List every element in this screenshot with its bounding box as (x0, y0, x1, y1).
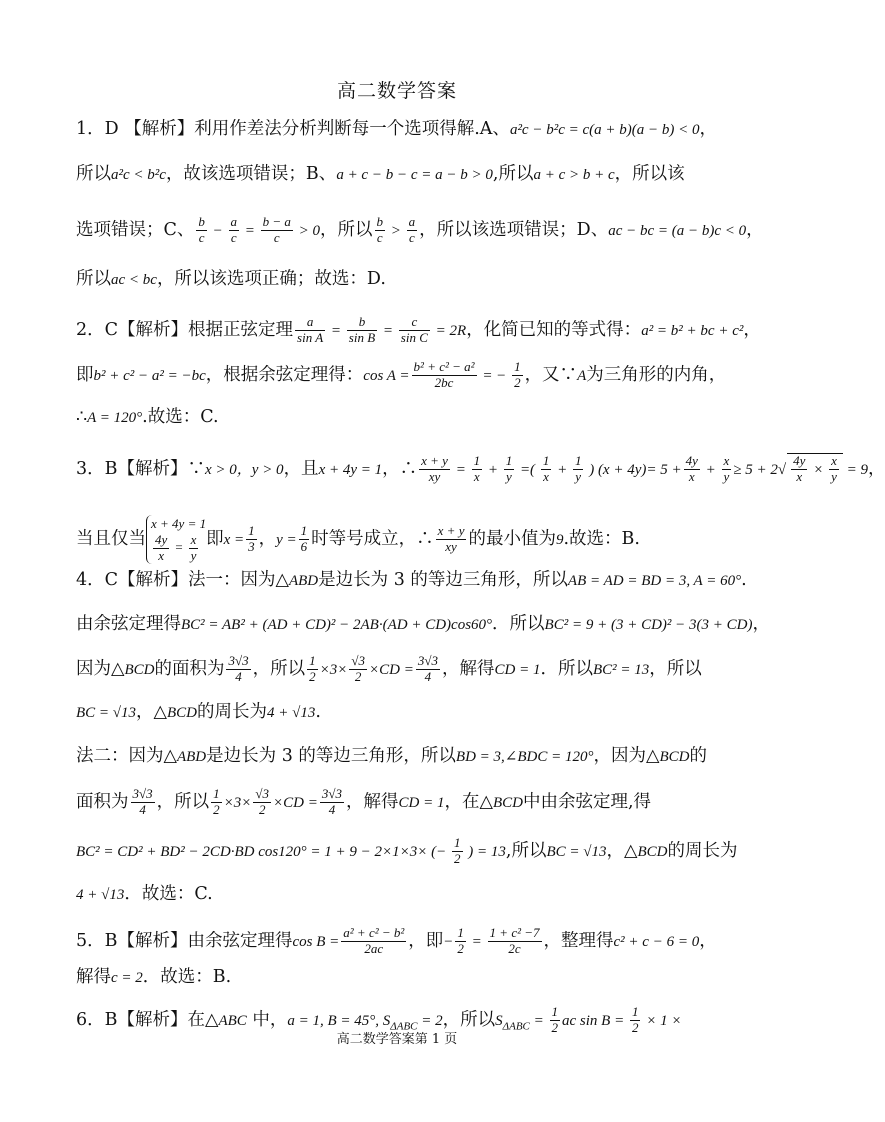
math-text: CD = 1 (494, 661, 541, 678)
fraction (573, 454, 584, 485)
fraction-numerator: x (723, 453, 730, 468)
fraction-denominator: 2 (309, 668, 316, 684)
math-text: c² + c − 6 = 0 (613, 933, 700, 950)
fraction-denominator: y (723, 468, 730, 484)
text-run: 中， (246, 1009, 288, 1030)
text-line (76, 742, 707, 767)
text-run: ，所以 (442, 1009, 496, 1030)
page-title: 高二数学答案 (336, 80, 457, 102)
text-run: ，所以 (320, 219, 373, 240)
text-run: . (315, 702, 321, 722)
text-run: ， (699, 930, 717, 951)
fraction (684, 454, 700, 485)
math-text: a² = b² + bc + c² (641, 322, 744, 339)
fraction-denominator: x (796, 468, 803, 484)
math-text: ac < bc (111, 272, 157, 288)
math-text: S (495, 1012, 503, 1029)
text-run: ，∴ (382, 458, 418, 479)
fraction-numerator: 1 (505, 453, 513, 468)
fraction-denominator: 2bc (434, 374, 454, 390)
math-text: ABD (288, 573, 319, 589)
text-run: ∴ (76, 407, 88, 427)
math-text: a²c < b²c (111, 167, 166, 183)
math-text: cos A = (363, 367, 410, 384)
text-run: 6．B【解析】在△ (76, 1009, 219, 1030)
math-operator: = (241, 222, 259, 239)
fraction (455, 926, 466, 957)
fraction (399, 315, 430, 346)
text-run: 的最小值为 (468, 529, 556, 550)
fraction-denominator: xy (428, 468, 441, 484)
fraction (541, 454, 552, 485)
fraction-numerator: 1 (213, 786, 220, 801)
math-text: a²c − b²c = c(a + b)(a − b) < 0 (509, 122, 700, 138)
text-run: 的面积为 (154, 658, 225, 679)
text-run: 即 (76, 364, 94, 385)
fraction-denominator: 6 (300, 539, 308, 555)
text-run: ，在△ (444, 791, 493, 812)
math-text: ×CD = (273, 794, 318, 811)
fraction (347, 315, 377, 346)
text-line (76, 698, 321, 723)
text-line (76, 453, 885, 485)
fraction (512, 360, 523, 391)
text-run: 4．C【解析】法一：因为△ (76, 570, 289, 590)
fraction (196, 215, 207, 246)
text-line (76, 215, 764, 246)
fraction (452, 836, 463, 867)
math-text: a + c − b − c = a − b > 0 (336, 167, 493, 183)
text-run: ,所以 (505, 840, 547, 861)
text-run: ，整理得 (543, 930, 614, 951)
text-run: ，所以该 (614, 164, 685, 184)
text-run: ，且 (283, 458, 319, 479)
fraction-denominator: c (198, 229, 205, 245)
math-text: b² + c² − a² = −bc (93, 367, 206, 384)
fraction-denominator: y (575, 468, 582, 484)
math-operator: = (327, 322, 345, 339)
text-run: 法二：因为△ (76, 746, 177, 766)
text-run: 选项错误；C、 (76, 219, 195, 240)
text-run: 中由余弦定理,得 (522, 791, 652, 812)
fraction-numerator: 1 (457, 925, 464, 940)
math-text: BC = √13 (546, 843, 607, 860)
math-operator: =( (516, 461, 539, 478)
fraction-denominator: 4 (139, 801, 146, 817)
fraction-denominator: c (230, 229, 237, 245)
math-operator: + (553, 461, 571, 478)
math-text: ac sin B = (562, 1012, 628, 1029)
fraction-denominator: 2ac (364, 940, 384, 956)
fraction-denominator: x (543, 468, 549, 484)
math-text: ×3× (319, 661, 348, 678)
math-operator: = (171, 539, 187, 555)
fraction-denominator: y (831, 468, 837, 484)
math-text: y = (276, 532, 297, 549)
text-run: ．所以 (492, 614, 545, 634)
math-text: > 0 (294, 222, 321, 239)
math-text: ×3× (223, 794, 252, 811)
fraction-denominator: y (190, 548, 197, 564)
text-line (76, 115, 717, 140)
math-subscript: ΔABC (502, 1020, 530, 1033)
fraction-denominator: 2 (457, 940, 464, 956)
fraction-numerator: √3 (255, 786, 270, 801)
fraction-denominator: 2 (631, 1019, 639, 1035)
fraction (211, 787, 222, 818)
text-line (76, 515, 640, 564)
math-text: 9 (555, 532, 564, 549)
math-operator: = (379, 322, 397, 339)
math-text: A (577, 367, 587, 384)
text-line (76, 880, 213, 905)
fraction (407, 215, 418, 246)
fraction-denominator: 2 (454, 850, 461, 866)
fraction-numerator: 3√3 (132, 786, 153, 801)
fraction-denominator: x (688, 468, 695, 484)
text-line (76, 160, 685, 185)
fraction-denominator: sin C (400, 329, 428, 345)
text-run: ，根据余弦定理得： (205, 364, 364, 385)
fraction-numerator: 1 (454, 835, 461, 850)
text-run: ， (752, 614, 770, 634)
fraction (504, 454, 515, 485)
math-text: (x + 4y) (597, 461, 647, 478)
fraction-numerator: b² + c² − a² (413, 359, 475, 374)
fraction-numerator: 1 (551, 1004, 558, 1019)
text-run: 当且仅当 (76, 529, 146, 550)
text-run: 的周长为 (197, 702, 267, 722)
math-text: cos B = (292, 933, 340, 950)
math-operator: ) (464, 843, 478, 860)
fraction (829, 454, 839, 485)
fraction (295, 315, 325, 346)
fraction-numerator: 1 (514, 359, 521, 374)
text-run: ， (699, 119, 717, 139)
fraction-numerator: b (376, 214, 384, 229)
math-text: BD = 3,∠BDC = 120° (455, 749, 594, 765)
text-run: 时等号成立，∴ (311, 529, 434, 550)
math-text: x = (223, 532, 245, 549)
fraction (320, 787, 344, 818)
fraction-numerator: b − a (262, 214, 291, 229)
math-text: ac − bc = (a − b)c < 0 (608, 222, 747, 239)
fraction-denominator: sin A (297, 329, 324, 345)
text-run: 2．C【解析】根据正弦定理 (76, 319, 294, 340)
math-operator: > (387, 222, 405, 239)
text-run: ，△ (606, 840, 638, 861)
math-text: ≥ 5 + 2 (733, 461, 778, 478)
text-run: ，所以 (649, 658, 702, 679)
math-operator: = − (478, 367, 511, 384)
math-text: a + c > b + c (533, 167, 615, 183)
text-run: ， (743, 319, 761, 340)
fraction (416, 654, 440, 685)
text-run: 面积为 (76, 791, 129, 812)
math-operator: × (809, 461, 828, 478)
math-text: = (529, 1012, 548, 1029)
fraction-numerator: x + y (437, 523, 465, 539)
fraction-denominator: sin B (348, 329, 376, 345)
fraction-denominator: c (376, 229, 383, 245)
text-run: 5．B【解析】由余弦定理得 (76, 930, 293, 951)
fraction (436, 524, 467, 555)
text-run: 所以 (76, 164, 111, 184)
fraction (375, 215, 386, 246)
text-run: 为三角形的内角， (586, 364, 727, 385)
math-text: BCD (492, 794, 523, 811)
fraction-numerator: a² + c² − b² (343, 925, 405, 940)
text-line (76, 315, 761, 346)
text-run: ，解得 (346, 791, 399, 812)
fraction-numerator: 1 (574, 453, 582, 468)
text-run: ．故选：C. (124, 884, 213, 904)
text-run: 的周长为 (667, 840, 738, 861)
text-run: ．所以 (540, 658, 593, 679)
text-run: ，故该选项错误；B、 (165, 164, 337, 184)
fraction (226, 654, 250, 685)
text-run: ，所以该选项错误；D、 (419, 219, 609, 240)
system-row (151, 515, 206, 533)
text-line (76, 265, 386, 290)
fraction-numerator: b (347, 315, 377, 331)
math-text: BC = √13 (76, 705, 137, 721)
fraction-numerator: 3√3 (417, 653, 438, 668)
text-run: ，解得 (441, 658, 495, 679)
text-run: 的 (689, 746, 707, 766)
math-operator: + (484, 461, 502, 478)
text-run: 因为△ (76, 658, 125, 679)
math-text: x > 0，y > 0 (205, 461, 284, 478)
text-line (76, 926, 717, 957)
text-run: 3．B【解析】∵ (76, 458, 205, 479)
text-run: ，即 (408, 930, 444, 951)
fraction (722, 454, 732, 485)
text-run: 解得 (76, 967, 111, 987)
text-run: 1．D 【解析】利用作差法分析判断每一个选项得解.A、 (76, 119, 510, 139)
fraction (229, 215, 240, 246)
text-run: ，化简已知的等式得： (466, 319, 642, 340)
math-text: BCD (659, 749, 690, 765)
text-run: ，又∵ (524, 364, 578, 385)
math-text: 4 + √13 (267, 705, 316, 721)
square-root (777, 453, 843, 484)
fraction-denominator: 4 (235, 668, 242, 684)
text-line (76, 566, 747, 591)
text-run: ， (746, 219, 764, 240)
fraction-denominator: 2 (354, 668, 362, 684)
fraction-numerator: b (198, 214, 205, 229)
math-text: BC² = CD² + BD² − 2CD·BD cos120° = 1 + 9 − 2×1×3× (76, 843, 428, 860)
text-line (76, 403, 219, 428)
math-text: × 1 × (642, 1012, 682, 1029)
math-subscript: ΔABC (390, 1020, 418, 1033)
text-run: ，所以 (156, 791, 210, 812)
fraction-denominator: 2 (514, 374, 521, 390)
fraction (488, 926, 542, 957)
fraction-numerator: 4y (793, 453, 806, 468)
text-run: 是边长为 3 的等边三角形，所以 (206, 746, 456, 766)
system-row (151, 533, 206, 564)
text-run: ，因为△ (593, 746, 660, 766)
fraction-numerator: 4y (685, 453, 698, 468)
math-operator: = (451, 461, 470, 478)
fraction-denominator: xy (445, 539, 457, 555)
math-text: ×CD = (369, 661, 414, 678)
fraction-numerator: √3 (351, 653, 365, 668)
fraction (472, 454, 483, 485)
text-line (76, 836, 738, 867)
fraction-numerator: 3√3 (228, 653, 249, 668)
math-text: = 2R (431, 322, 467, 339)
math-text: − (443, 933, 454, 950)
text-line (76, 610, 770, 635)
math-operator: (− (427, 843, 451, 860)
text-run: ，所以该选项正确；故选：D. (156, 269, 386, 289)
fraction (299, 524, 310, 555)
math-text: c = 2 (111, 970, 143, 986)
math-text: x + 4y = 1 (318, 461, 383, 478)
text-line (76, 787, 651, 818)
fraction-denominator: c (409, 229, 415, 245)
text-run: ， (867, 458, 885, 479)
text-run: .故选：B. (563, 529, 640, 550)
fraction (261, 215, 293, 246)
math-operator: + (701, 461, 720, 478)
math-text: 4 + √13 (76, 887, 125, 903)
math-text: BC² = AB² + (AD + CD)² − 2AB·(AD + CD)cos60° (181, 617, 493, 633)
fraction (253, 787, 271, 818)
math-text: BC² = 9 + (3 + CD)² − 3(3 + CD) (544, 617, 753, 633)
text-run: 由余弦定理得 (76, 614, 181, 634)
math-text: = 13 (477, 843, 506, 860)
fraction-denominator: c (273, 229, 280, 245)
math-text: ABC (218, 1012, 247, 1029)
fraction (131, 787, 155, 818)
math-text: BCD (637, 843, 668, 860)
math-text: = 9 (842, 461, 868, 478)
fraction-numerator: 1 (631, 1004, 639, 1019)
fraction-denominator: 2c (508, 940, 521, 956)
math-text: A = 120° (87, 410, 143, 426)
text-run: ，△ (136, 702, 167, 722)
fraction-denominator: x (473, 468, 480, 484)
math-operator: − (208, 222, 227, 239)
fraction-denominator: 4 (424, 668, 432, 684)
fraction-numerator: 4y (155, 532, 168, 548)
fraction-numerator: 1 (248, 523, 255, 539)
math-text: x + 4y = 1 (151, 516, 207, 531)
text-run: ，所以 (252, 658, 306, 679)
fraction-denominator: x (158, 548, 165, 564)
text-run: 即 (206, 529, 224, 550)
fraction-numerator: 1 + c² −7 (489, 925, 540, 940)
fraction (791, 454, 807, 485)
math-text: = 2 (417, 1012, 443, 1029)
fraction-denominator: 4 (328, 801, 336, 817)
text-run: ,所以 (492, 164, 534, 184)
math-text: BCD (124, 661, 155, 678)
fraction-denominator: y (506, 468, 512, 484)
fraction-numerator: 1 (300, 523, 308, 539)
text-run: .故选：C. (142, 407, 219, 427)
text-line (76, 963, 231, 988)
math-text: = 5 + (646, 461, 682, 478)
fraction-numerator: x (831, 453, 837, 468)
fraction (412, 360, 477, 391)
text-run: 所以 (76, 269, 111, 289)
text-run: ．故选：B. (142, 967, 232, 987)
fraction-denominator: 2 (551, 1019, 558, 1035)
fraction-denominator: 3 (248, 539, 255, 555)
text-line (76, 360, 726, 391)
fraction-numerator: 1 (473, 453, 481, 468)
fraction (419, 454, 450, 485)
fraction-numerator: 3√3 (321, 786, 343, 801)
fraction-denominator: 2 (213, 801, 220, 817)
fraction-numerator: x + y (421, 453, 448, 468)
math-text: BC² = 13 (592, 661, 650, 678)
fraction-numerator: a (408, 214, 416, 229)
text-run: . (741, 570, 747, 590)
fraction (307, 654, 318, 685)
fraction (189, 533, 199, 564)
text-run: 是边长为 3 的等边三角形，所以 (318, 570, 568, 590)
equation-system (146, 515, 206, 564)
fraction (341, 926, 406, 957)
text-run: ， (258, 529, 277, 550)
math-text: ABD (176, 749, 207, 765)
fraction-numerator: a (230, 214, 238, 229)
fraction-numerator: a (295, 315, 325, 331)
fraction-numerator: 1 (542, 453, 550, 468)
math-text: AB = AD = BD = 3, A = 60° (567, 573, 742, 589)
math-text: CD = 1 (398, 794, 445, 811)
fraction (349, 654, 367, 685)
radical-sign: √ (777, 461, 787, 478)
text-line (76, 654, 702, 685)
fraction-denominator: 2 (258, 801, 266, 817)
fraction (153, 533, 169, 564)
fraction-numerator: 1 (309, 653, 316, 668)
math-text: BCD (167, 705, 197, 721)
math-operator: ) (585, 461, 598, 478)
fraction-numerator: c (399, 315, 430, 331)
radicand (787, 453, 843, 485)
math-operator: = (467, 933, 486, 950)
page-footer: 高二数学答案第 1 页 (336, 1032, 458, 1047)
fraction-numerator: x (190, 532, 197, 548)
math-text: a = 1, B = 45°, S (287, 1012, 391, 1029)
fraction (246, 524, 257, 555)
